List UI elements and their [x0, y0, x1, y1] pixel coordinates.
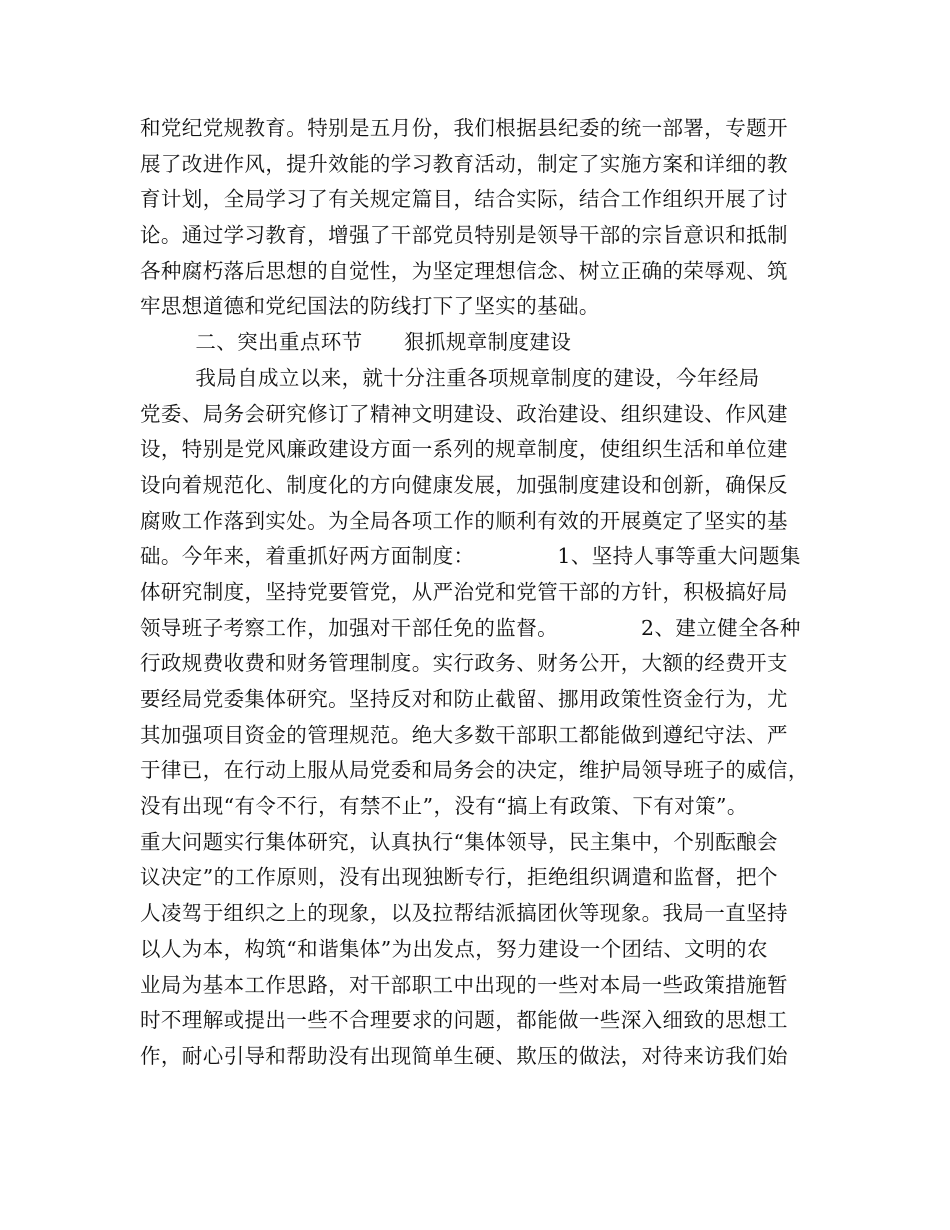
text-line: 其加强项目资金的管理规范。绝大多数干部职工都能做到遵纪守法、严	[140, 722, 788, 747]
text-line: 党委、局务会研究修订了精神文明建设、政治建设、组织建设、作风建	[140, 401, 788, 426]
text-line: 业局为基本工作思路，对干部职工中出现的一些对本局一些政策措施暂	[140, 972, 788, 997]
text-line: 体研究制度，坚持党要管党，从严治党和党管干部的方针，积极搞好局	[140, 579, 788, 604]
body-text	[140, 111, 812, 1075]
section-heading: 二、突出重点环节 狠抓规章制度建设	[140, 330, 572, 355]
text-line: 腐败工作落到实处。为全局各项工作的顺利有效的开展奠定了坚实的基	[140, 508, 788, 533]
text-line: 牢思想道德和党纪国法的防线打下了坚实的基础。	[140, 294, 600, 319]
text-line: 以人为本，构筑“和谐集体”为出发点，努力建设一个团结、文明的农	[140, 936, 768, 961]
text-line: 没有出现“有令不行，有禁不止”，没有“搞上有政策、下有对策”。	[140, 794, 748, 819]
text-line: 育计划，全局学习了有关规定篇目，结合实际，结合工作组织开展了讨	[140, 187, 788, 212]
text-line: 础。今年来，着重抓好两方面制度： 1、坚持人事等重大问题集	[140, 544, 801, 569]
text-line: 我局自成立以来，就十分注重各项规章制度的建设，今年经局	[140, 365, 760, 390]
text-line: 于律已，在行动上服从局党委和局务会的决定，维护局领导班子的威信，	[140, 758, 809, 783]
text-line: 要经局党委集体研究。坚持反对和防止截留、挪用政策性资金行为，尤	[140, 687, 788, 711]
text-line: 议决定”的工作原则，没有出现独断专行，拒绝组织调遣和监督，把个	[140, 865, 778, 890]
text-line: 和党纪党规教育。特别是五月份，我们根据县纪委的统一部署，专题开	[140, 116, 788, 140]
text-line: 论。通过学习教育，增强了干部党员特别是领导干部的宗旨意识和抵制	[140, 223, 788, 248]
text-line: 展了改进作风，提升效能的学习教育活动，制定了实施方案和详细的教	[140, 151, 788, 176]
text-line: 各种腐朽落后思想的自觉性，为坚定理想信念、树立正确的荣辱观、筑	[140, 258, 788, 283]
text-line: 行政规费收费和财务管理制度。实行政务、财务公开，大额的经费开支	[140, 651, 788, 676]
text-line: 重大问题实行集体研究，认真执行“集体领导，民主集中，个别酝酿会	[140, 829, 778, 854]
text-line: 人凌驾于组织之上的现象，以及拉帮结派搞团伙等现象。我局一直坚持	[140, 901, 788, 926]
text-line: 设向着规范化、制度化的方向健康发展，加强制度建设和创新，确保反	[140, 472, 788, 497]
text-line: 作，耐心引导和帮助没有出现简单生硬、欺压的做法，对待来访我们始	[140, 1043, 788, 1068]
text-line: 设，特别是党风廉政建设方面一系列的规章制度，使组织生活和单位建	[140, 437, 788, 462]
text-line: 领导班子考察工作，加强对干部任免的监督。 2、建立健全各种	[140, 615, 801, 640]
text-line: 时不理解或提出一些不合理要求的问题，都能做一些深入细致的思想工	[140, 1008, 788, 1033]
